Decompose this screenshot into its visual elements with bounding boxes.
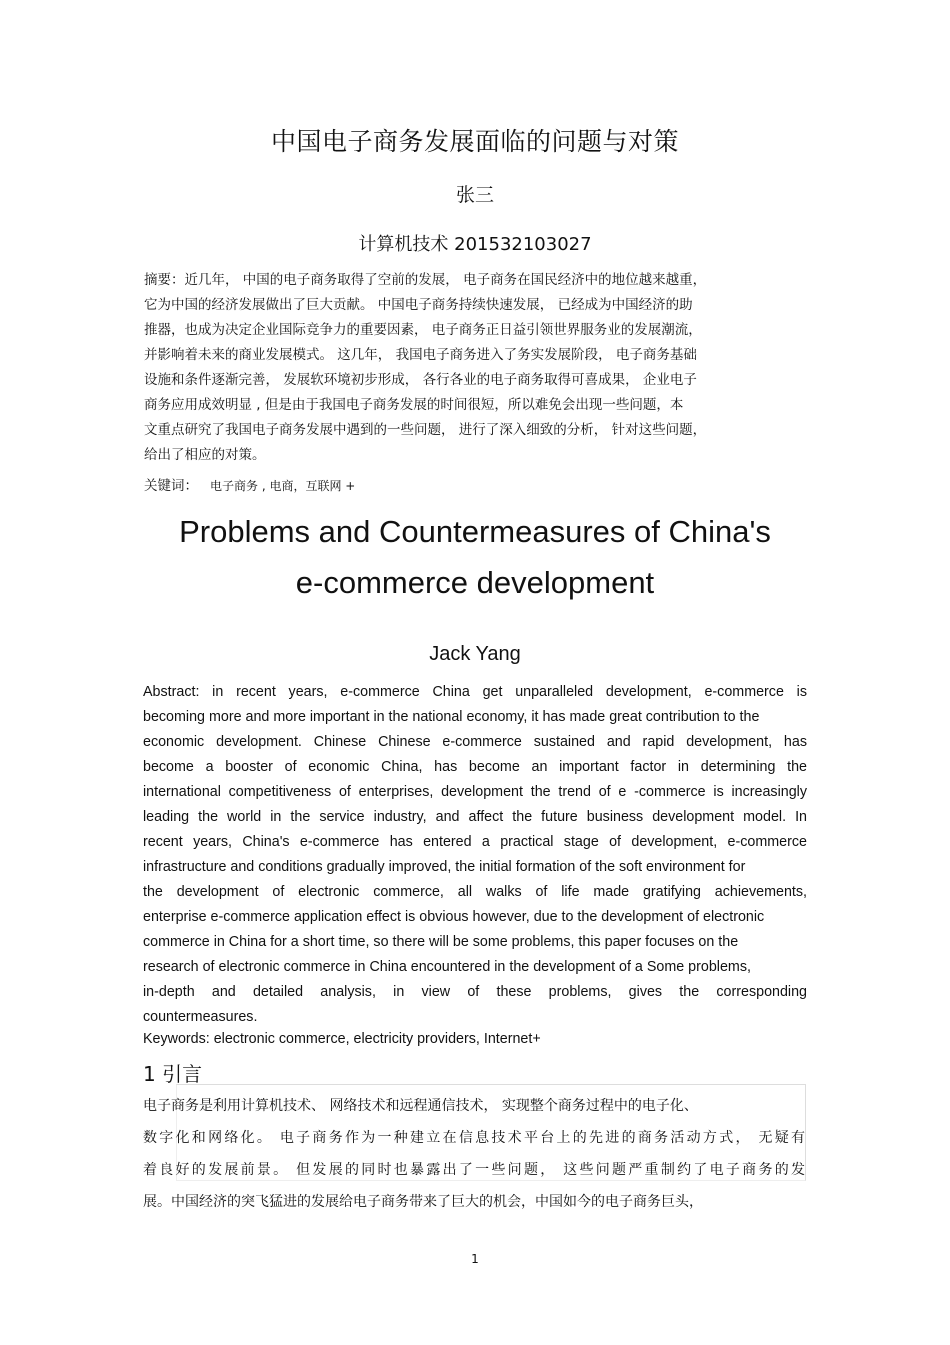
- chinese-keywords-label: 关键词：: [144, 478, 198, 494]
- chinese-abstract-line: 它为中国的经济发展做出了巨大贡献。 中国电子商务持续快速发展， 已经成为中国经济的助: [144, 297, 693, 313]
- english-abstract-line: economic development. Chinese Chinese e-commerce sustained and rapid development, has: [143, 734, 807, 750]
- chinese-keywords: [144, 474, 355, 494]
- chinese-abstract-line: 给出了相应的对策。: [144, 447, 266, 463]
- chinese-abstract-line: 推器，也成为决定企业国际竞争力的重要因素， 电子商务正日益引领世界服务业的发展潮流，: [144, 322, 702, 338]
- english-keywords: Keywords: electronic commerce, electricity providers, Internet+: [143, 1031, 541, 1047]
- introduction-paragraph: [143, 1090, 805, 1218]
- english-abstract: [143, 680, 807, 1030]
- english-abstract-line: become a booster of economic China, has become an important factor in determining the: [143, 759, 807, 775]
- chinese-abstract: [144, 268, 814, 468]
- english-author: Jack Yang: [429, 643, 521, 665]
- chinese-author: 张三: [455, 184, 494, 206]
- chinese-abstract-line: 文重点研究了我国电子商务发展中遇到的一些问题， 进行了深入细致的分析， 针对这些问题，: [144, 422, 707, 438]
- english-abstract-line: in-depth and detailed analysis, in view of these problems, gives the corresponding: [143, 984, 807, 1000]
- chinese-abstract-line: 摘要：近几年， 中国的电子商务取得了空前的发展， 电子商务在国民经济中的地位越来越重，: [144, 272, 707, 288]
- introduction-line: 着良好的发展前景。 但发展的同时也暴露出了一些问题， 这些问题严重制约了电子商务的发: [143, 1162, 805, 1178]
- introduction-line: 电子商务是利用计算机技术、 网络技术和远程通信技术， 实现整个商务过程中的电子化、: [143, 1098, 698, 1114]
- english-abstract-line: leading the world in the service industry, and affect the future business development model. In: [143, 809, 807, 825]
- english-abstract-line: enterprise e-commerce application effect is obvious however, due to the development of electronic: [143, 909, 765, 925]
- chinese-major-id: 计算机技术 201532103027: [358, 234, 592, 255]
- english-abstract-line: countermeasures.: [143, 1009, 258, 1025]
- english-abstract-line: international competitiveness of enterprises, development the trend of e -commerce is increasingly: [143, 784, 807, 800]
- section-heading-introduction: 1 引言: [143, 1062, 203, 1086]
- english-abstract-line: Abstract: in recent years, e-commerce China get unparalleled development, e-commerce is: [143, 684, 807, 700]
- english-abstract-line: infrastructure and conditions gradually improved, the initial formation of the soft environment for: [143, 859, 746, 875]
- english-abstract-line: recent years, China's e-commerce has entered a practical stage of development, e-commerce: [143, 834, 807, 850]
- english-abstract-line: commerce in China for a short time, so there will be some problems, this paper focuses on the: [143, 934, 739, 950]
- introduction-line: 数字化和网络化。 电子商务作为一种建立在信息技术平台上的先进的商务活动方式， 无疑有: [143, 1130, 805, 1146]
- introduction-line: 展。中国经济的突飞猛进的发展给电子商务带来了巨大的机会，中国如今的电子商务巨头，: [143, 1194, 703, 1210]
- english-title-line-2: e-commerce development: [295, 565, 655, 600]
- chinese-title: 中国电子商务发展面临的问题与对策: [270, 127, 679, 156]
- chinese-abstract-line: 商务应用成效明显 , 但是由于我国电子商务发展的时间很短，所以难免会出现一些问题，本: [144, 397, 684, 413]
- chinese-keywords-list: 电子商务 , 电商，互联网 +: [210, 479, 356, 493]
- english-abstract-line: research of electronic commerce in China encountered in the development of a Some problems,: [143, 959, 751, 975]
- english-abstract-line: the development of electronic commerce, all walks of life made gratifying achievements,: [143, 884, 807, 900]
- page-number: 1: [471, 1252, 479, 1266]
- chinese-abstract-line: 设施和条件逐渐完善， 发展软环境初步形成， 各行各业的电子商务取得可喜成果， 企业电子: [144, 372, 697, 388]
- chinese-abstract-line: 并影响着未来的商业发展模式。 这几年， 我国电子商务进入了务实发展阶段， 电子商务基础: [144, 347, 697, 363]
- english-title-line-1: Problems and Countermeasures of China's: [179, 514, 771, 549]
- english-abstract-line: becoming more and more important in the national economy, it has made great contribution to the: [143, 709, 760, 725]
